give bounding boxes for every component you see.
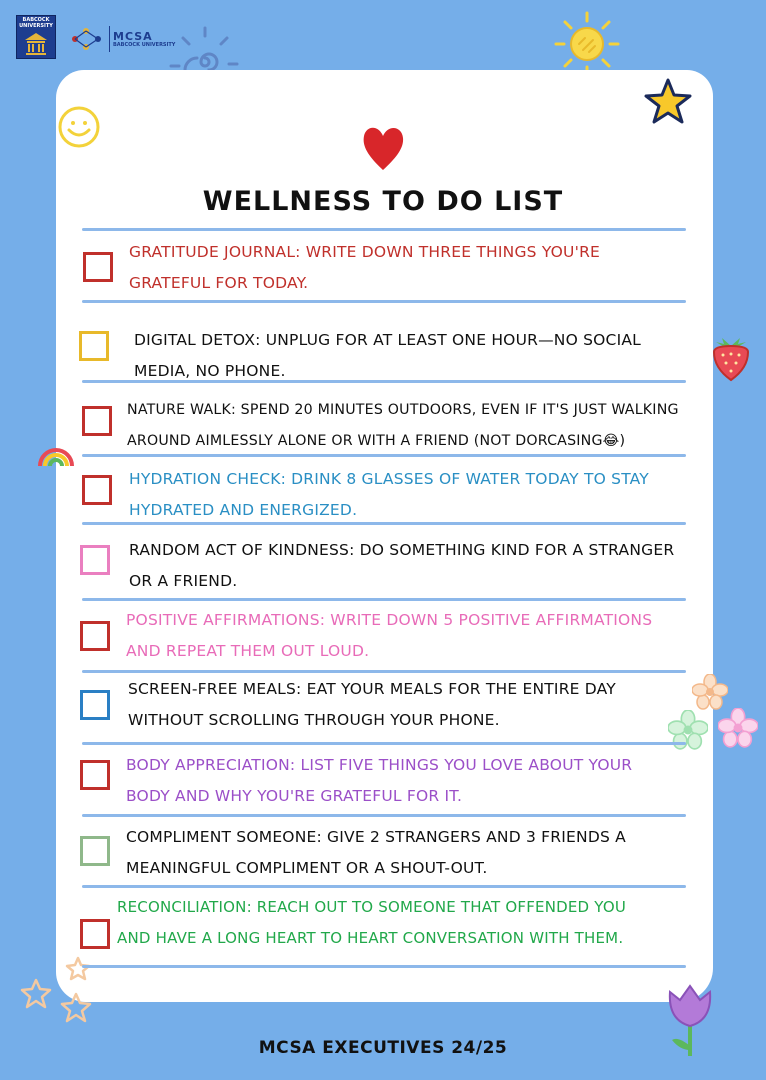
item-text-line1: HYDRATION CHECK: DRINK 8 GLASSES OF WATER TODAY TO STAY bbox=[129, 470, 649, 488]
item-text-line2: GRATEFUL FOR TODAY. bbox=[129, 274, 309, 292]
footer-credit: MCSA EXECUTIVES 24/25 bbox=[258, 1038, 508, 1058]
item-text bbox=[127, 395, 679, 457]
item-text bbox=[126, 750, 632, 812]
checkbox[interactable] bbox=[80, 545, 110, 575]
checkbox[interactable] bbox=[80, 760, 110, 790]
page-title: WELLNESS TO DO LIST bbox=[202, 186, 564, 217]
checkbox[interactable] bbox=[79, 331, 109, 361]
checkbox[interactable] bbox=[80, 836, 110, 866]
item-text bbox=[129, 464, 649, 526]
item-text bbox=[134, 325, 641, 387]
item-text bbox=[126, 822, 626, 884]
item-text-line2: BODY AND WHY YOU'RE GRATEFUL FOR IT. bbox=[126, 787, 463, 805]
item-text-line1: SCREEN-FREE MEALS: EAT YOUR MEALS FOR THE ENTIRE DAY bbox=[128, 680, 616, 698]
divider-line bbox=[82, 670, 686, 673]
item-text-line2: AND HAVE A LONG HEART TO HEART CONVERSATION WITH THEM. bbox=[117, 929, 624, 947]
item-text bbox=[129, 237, 600, 299]
rainbow-icon bbox=[36, 438, 76, 470]
checkbox[interactable] bbox=[80, 621, 110, 651]
mcsa-logo-title: MCSA bbox=[113, 29, 153, 43]
checkbox[interactable] bbox=[82, 475, 112, 505]
divider-line bbox=[82, 300, 686, 303]
divider-line bbox=[82, 742, 686, 745]
item-text-line1: COMPLIMENT SOMEONE: GIVE 2 STRANGERS AND 3 FRIENDS A bbox=[126, 828, 626, 846]
mcsa-logo bbox=[70, 24, 175, 54]
item-text-line2: WITHOUT SCROLLING THROUGH YOUR PHONE. bbox=[128, 711, 500, 729]
smiley-icon bbox=[56, 104, 102, 150]
item-text-line1: NATURE WALK: SPEND 20 MINUTES OUTDOORS, EVEN IF IT'S JUST WALKING bbox=[127, 402, 679, 418]
divider-line bbox=[82, 598, 686, 601]
divider-line bbox=[82, 885, 686, 888]
star-icon bbox=[642, 76, 694, 128]
mcsa-molecule-icon bbox=[70, 26, 106, 52]
babcock-crest-icon bbox=[21, 30, 51, 56]
babcock-logo-text: BABCOCK UNIVERSITY bbox=[19, 17, 53, 29]
divider-line bbox=[82, 228, 686, 231]
divider-line bbox=[82, 814, 686, 817]
checkbox[interactable] bbox=[80, 690, 110, 720]
checkbox[interactable] bbox=[83, 252, 113, 282]
item-text bbox=[126, 605, 652, 667]
sun-icon bbox=[553, 10, 621, 78]
item-text-line2: MEDIA, NO PHONE. bbox=[134, 362, 286, 380]
item-text-line1: DIGITAL DETOX: UNPLUG FOR AT LEAST ONE HOUR—NO SOCIAL bbox=[134, 331, 641, 349]
checkbox[interactable] bbox=[82, 406, 112, 436]
heart-icon bbox=[358, 118, 408, 174]
item-text-line2: AROUND AIMLESSLY ALONE OR WITH A FRIEND (NOT DORCASING😂) bbox=[127, 433, 626, 449]
checkbox[interactable] bbox=[80, 919, 110, 949]
item-text-line2: HYDRATED AND ENERGIZED. bbox=[129, 501, 358, 519]
strawberry-icon bbox=[708, 328, 754, 384]
item-text-line1: RECONCILIATION: REACH OUT TO SOMEONE THAT OFFENDED YOU bbox=[117, 898, 627, 916]
item-text bbox=[117, 892, 626, 954]
divider-line bbox=[82, 965, 686, 968]
item-text-line1: RANDOM ACT OF KINDNESS: DO SOMETHING KIND FOR A STRANGER bbox=[129, 541, 675, 559]
item-text-line2: AND REPEAT THEM OUT LOUD. bbox=[126, 642, 370, 660]
babcock-university-logo bbox=[16, 15, 56, 59]
flower-peach-icon bbox=[692, 674, 728, 710]
item-text-line1: POSITIVE AFFIRMATIONS: WRITE DOWN 5 POSITIVE AFFIRMATIONS bbox=[126, 611, 653, 629]
item-text-line2: MEANINGFUL COMPLIMENT OR A SHOUT-OUT. bbox=[126, 859, 488, 877]
item-text bbox=[128, 674, 616, 736]
flower-pink-icon bbox=[718, 708, 758, 748]
item-text-line2: OR A FRIEND. bbox=[129, 572, 238, 590]
item-text-line1: GRATITUDE JOURNAL: WRITE DOWN THREE THINGS YOU'RE bbox=[129, 243, 601, 261]
item-text-line1: BODY APPRECIATION: LIST FIVE THINGS YOU LOVE ABOUT YOUR bbox=[126, 756, 633, 774]
item-text bbox=[129, 535, 674, 597]
mcsa-logo-subtitle: BABCOCK UNIVERSITY bbox=[113, 41, 176, 48]
